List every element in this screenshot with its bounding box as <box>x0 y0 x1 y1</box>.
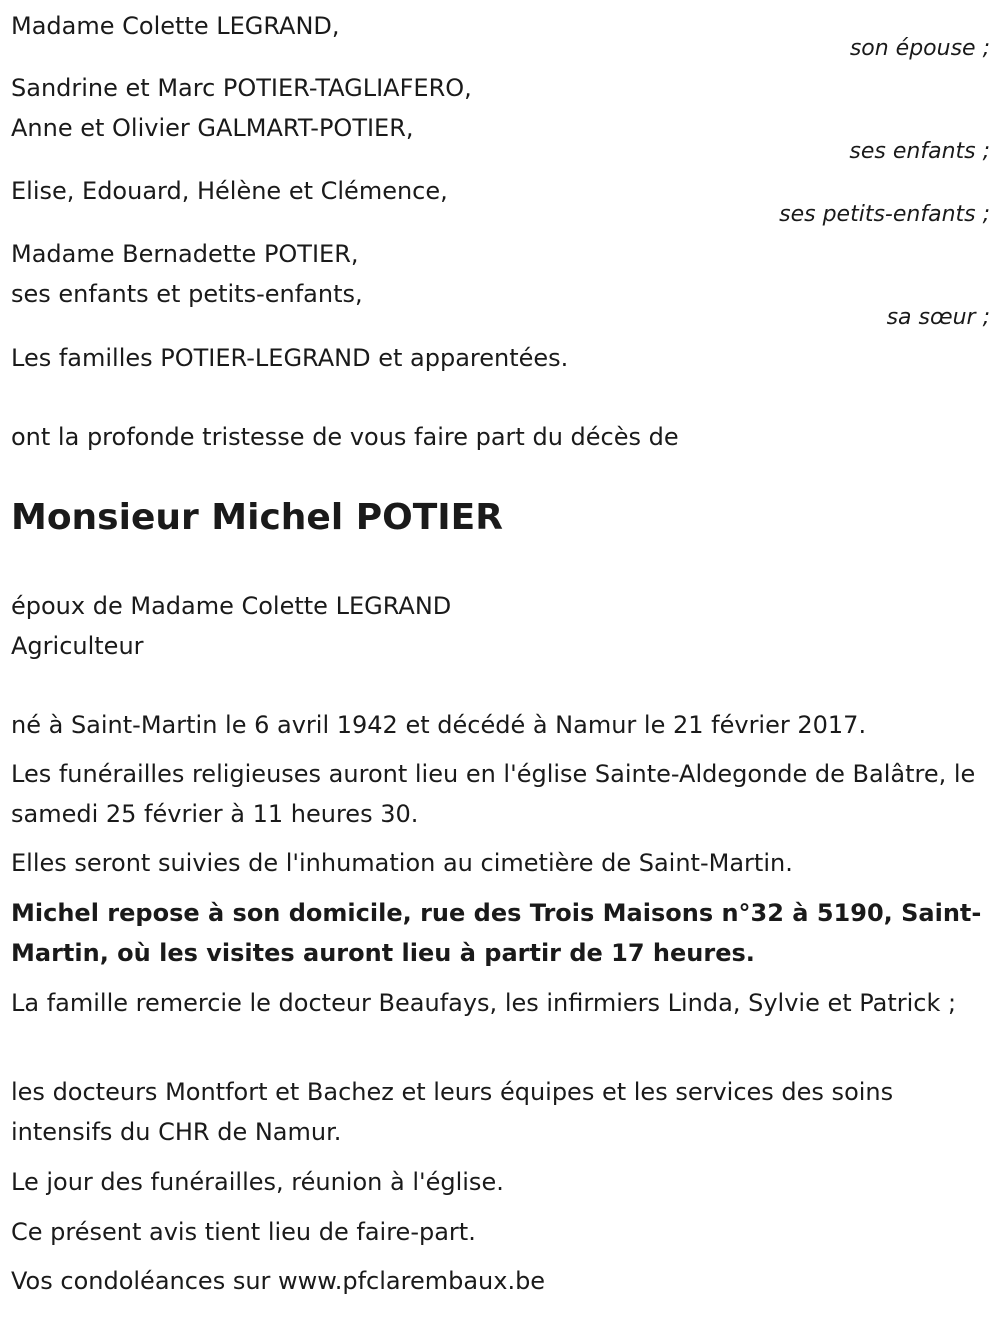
families-line: Les familles POTIER-LEGRAND et apparentées. <box>11 344 569 372</box>
burial-info: Elles seront suivies de l'inhumation au cimetière de Saint-Martin. <box>11 849 793 877</box>
deceased-name: Monsieur Michel POTIER <box>11 497 503 538</box>
thanks-services: les docteurs Montfort et Bachez et leurs équipes et les services des soins intensifs du CHR de Namur. <box>11 1078 894 1146</box>
children-line-1: Sandrine et Marc POTIER-TAGLIAFERO, <box>11 74 472 102</box>
spouse-relation: son épouse ; <box>849 36 990 61</box>
sister-line-2: ses enfants et petits-enfants, <box>11 280 363 308</box>
children-relation: ses enfants ; <box>849 139 990 164</box>
announcement-intro: ont la profonde tristesse de vous faire part du décès de <box>11 423 679 451</box>
grandchildren-names: Elise, Edouard, Hélène et Clémence, <box>11 177 448 205</box>
meeting-info: Le jour des funérailles, réunion à l'église. <box>11 1168 504 1196</box>
spouse-of: époux de Madame Colette LEGRAND <box>11 592 452 620</box>
grandchildren-relation: ses petits-enfants ; <box>779 202 990 227</box>
thanks-doctor: La famille remercie le docteur Beaufays, les infirmiers Linda, Sylvie et Patrick ; <box>11 989 957 1017</box>
funeral-info: Les funérailles religieuses auront lieu en l'église Sainte-Aldegonde de Balâtre, le samedi 25 février à 11 heures 30. <box>11 760 976 828</box>
birth-death-info: né à Saint-Martin le 6 avril 1942 et décédé à Namur le 21 février 2017. <box>11 711 867 739</box>
occupation: Agriculteur <box>11 632 144 660</box>
sister-relation: sa sœur ; <box>886 305 990 330</box>
condolences-info: Vos condoléances sur www.pfclarembaux.be <box>11 1267 546 1295</box>
sister-line-1: Madame Bernadette POTIER, <box>11 240 359 268</box>
repose-info: Michel repose à son domicile, rue des Trois Maisons n°32 à 5190, Saint-Martin, où les visites auront lieu à partir de 17 heures. <box>11 899 982 967</box>
notice-info: Ce présent avis tient lieu de faire-part. <box>11 1218 476 1246</box>
spouse-name: Madame Colette LEGRAND, <box>11 12 340 40</box>
children-line-2: Anne et Olivier GALMART-POTIER, <box>11 114 414 142</box>
